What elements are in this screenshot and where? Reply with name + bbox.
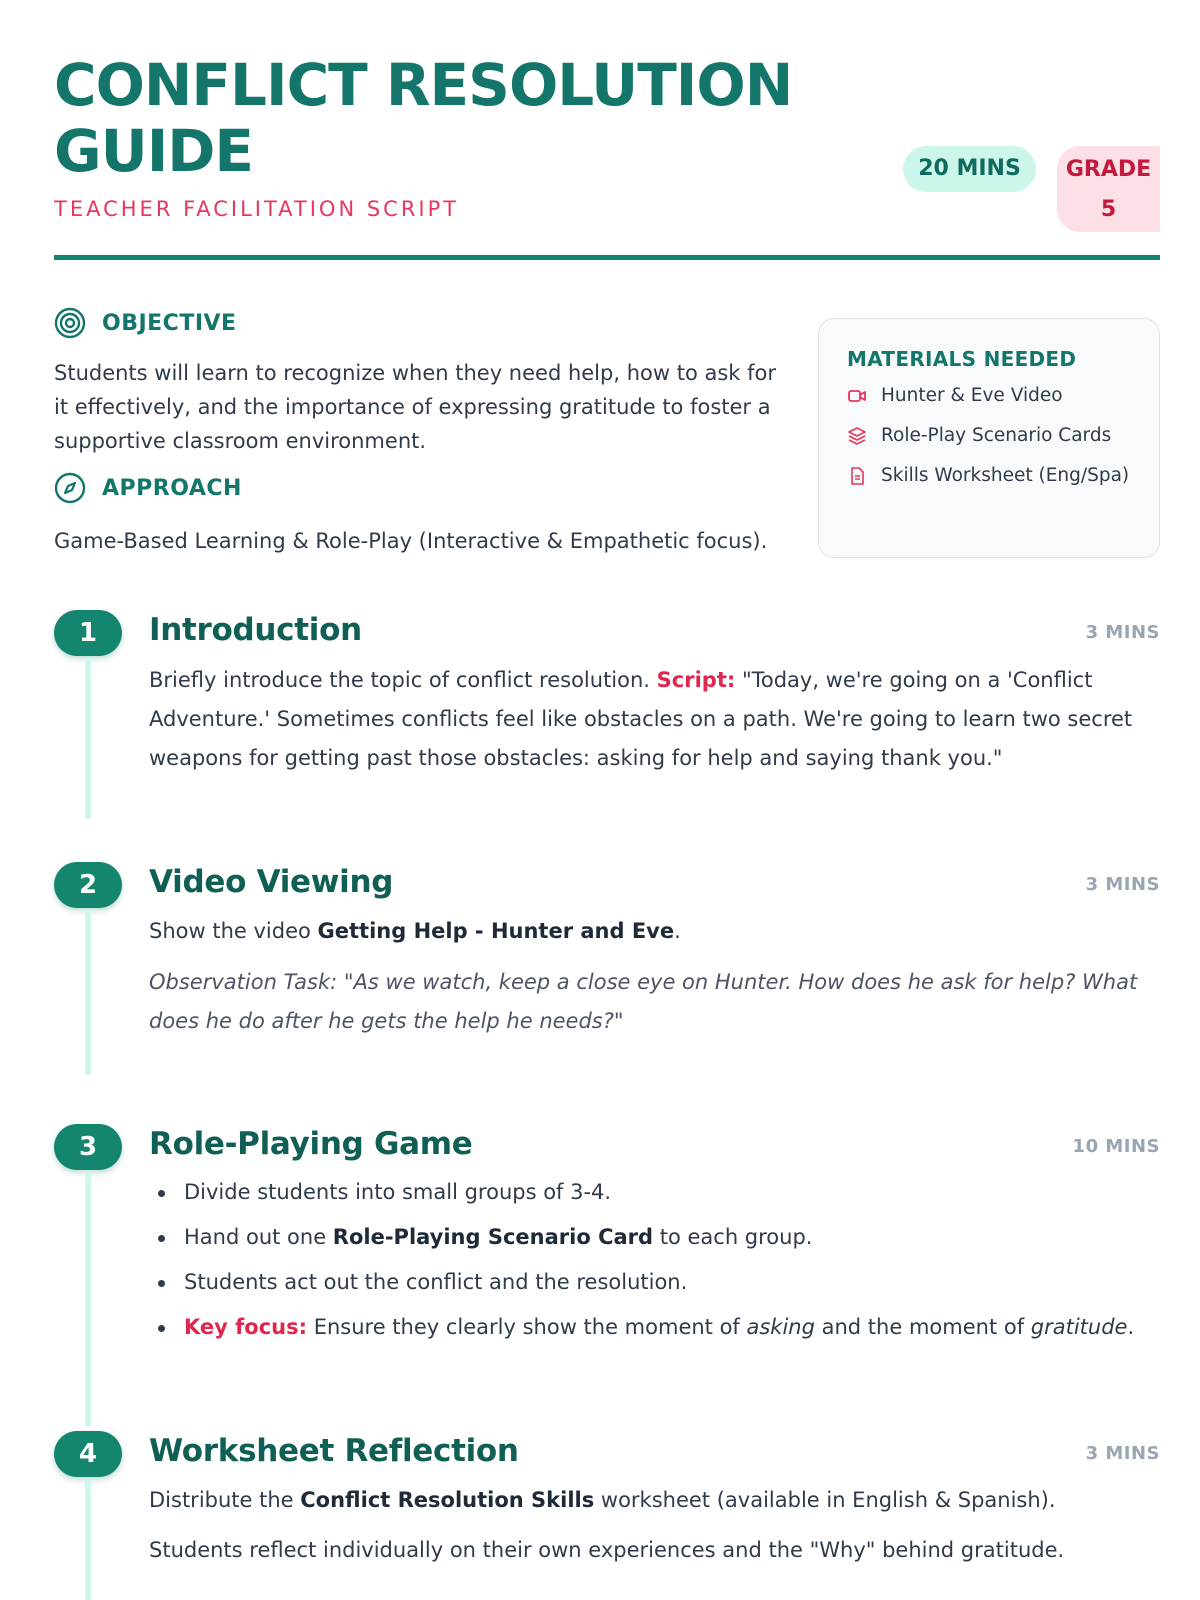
- worksheet-name: Conflict Resolution Skills: [300, 1488, 595, 1512]
- timeline-connector: [85, 1172, 91, 1426]
- timeline-connector: [85, 1479, 91, 1600]
- target-icon: [54, 307, 86, 339]
- bullet-text: Hand out one: [184, 1225, 333, 1249]
- emphasis-asking: asking: [746, 1315, 815, 1339]
- step-number: 1: [54, 610, 122, 656]
- page-subtitle: TEACHER FACILITATION SCRIPT: [54, 197, 460, 221]
- document-icon: [847, 466, 867, 486]
- observation-task: Observation Task: "As we watch, keep a close eye on Hunter. How does he ask for help? What does he do after he gets the help he needs?": [149, 970, 1138, 1033]
- material-item: [847, 425, 1111, 446]
- step-duration: 3 MINS: [1085, 1443, 1160, 1464]
- script-label: Script:: [656, 668, 736, 692]
- materials-title: MATERIALS NEEDED: [847, 347, 1077, 371]
- timeline-connector: [85, 658, 91, 818]
- step-number: 2: [54, 862, 122, 908]
- material-label: Skills Worksheet (Eng/Spa): [881, 465, 1130, 486]
- step-title: Introduction: [149, 612, 362, 648]
- video-name: Getting Help - Hunter and Eve: [317, 919, 675, 943]
- bullet-text: Ensure they clearly show the moment of: [307, 1315, 747, 1339]
- step-duration: 3 MINS: [1085, 874, 1160, 895]
- approach-text: Game-Based Learning & Role-Play (Interactive & Empathetic focus).: [54, 529, 768, 553]
- bullet-text-end: to each group.: [653, 1225, 813, 1249]
- activity-list: [151, 1173, 1151, 1353]
- video-icon: [847, 386, 867, 406]
- video-text-end: .: [674, 919, 681, 943]
- timeline-connector: [85, 910, 91, 1074]
- step-number: 4: [54, 1431, 122, 1477]
- worksheet-text-end: worksheet (available in English & Spanish).: [594, 1488, 1056, 1512]
- objective-label: OBJECTIVE: [102, 310, 237, 336]
- compass-icon: [54, 472, 86, 504]
- step-duration: 3 MINS: [1085, 622, 1160, 643]
- step-description: [149, 912, 1149, 1041]
- list-item: [151, 1308, 1151, 1353]
- reflection-text: Students reflect individually on their own experiences and the "Why" behind gratitude.: [149, 1538, 1065, 1562]
- step-duration: 10 MINS: [1072, 1136, 1160, 1157]
- objective-heading: [54, 307, 237, 339]
- material-label: Role-Play Scenario Cards: [881, 425, 1112, 446]
- header-divider: [54, 255, 1160, 260]
- intro-text: Briefly introduce the topic of conflict resolution.: [149, 668, 657, 692]
- bullet-text: Divide students into small groups of 3-4.: [184, 1180, 612, 1204]
- list-item: [151, 1263, 1151, 1308]
- bullet-text-middle: and the moment of: [814, 1315, 1031, 1339]
- duration-badge: 20 MINS: [903, 146, 1036, 192]
- approach-heading: [54, 472, 242, 504]
- material-label: Hunter & Eve Video: [881, 385, 1063, 406]
- list-item: [151, 1218, 1151, 1263]
- bullet-text: Students act out the conflict and the resolution.: [184, 1270, 688, 1294]
- approach-label: APPROACH: [102, 475, 242, 501]
- key-focus-label: Key focus:: [184, 1315, 308, 1339]
- scenario-card-name: Role-Playing Scenario Card: [332, 1225, 654, 1249]
- video-text: Show the video: [149, 919, 318, 943]
- step-title: Video Viewing: [149, 864, 394, 900]
- material-item: [847, 465, 1129, 486]
- script-text: "Today, we're going on a 'Conflict Adventure.' Sometimes conflicts feel like obstacles on a path. We're going to learn two secret weapons for getting past those obstacles: asking for help and saying thank you.": [149, 668, 1133, 770]
- grade-badge: GRADE 5: [1057, 146, 1160, 232]
- step-title: Role-Playing Game: [149, 1126, 473, 1162]
- materials-card: [818, 318, 1160, 558]
- emphasis-gratitude: gratitude: [1030, 1315, 1128, 1339]
- page-title: CONFLICT RESOLUTION GUIDE: [54, 51, 793, 185]
- step-description: [149, 1481, 1149, 1570]
- objective-text: Students will learn to recognize when they need help, how to ask for it effectively, and the importance of expressing gratitude to foster a supportive classroom environment.: [54, 361, 776, 453]
- material-item: [847, 385, 1063, 406]
- step-description: [151, 1173, 1151, 1353]
- worksheet-text: Distribute the: [149, 1488, 301, 1512]
- step-title: Worksheet Reflection: [149, 1433, 519, 1469]
- layers-icon: [847, 426, 867, 446]
- list-item: [151, 1173, 1151, 1218]
- step-number: 3: [54, 1124, 122, 1170]
- bullet-text-end: .: [1127, 1315, 1135, 1339]
- step-description: [149, 661, 1149, 778]
